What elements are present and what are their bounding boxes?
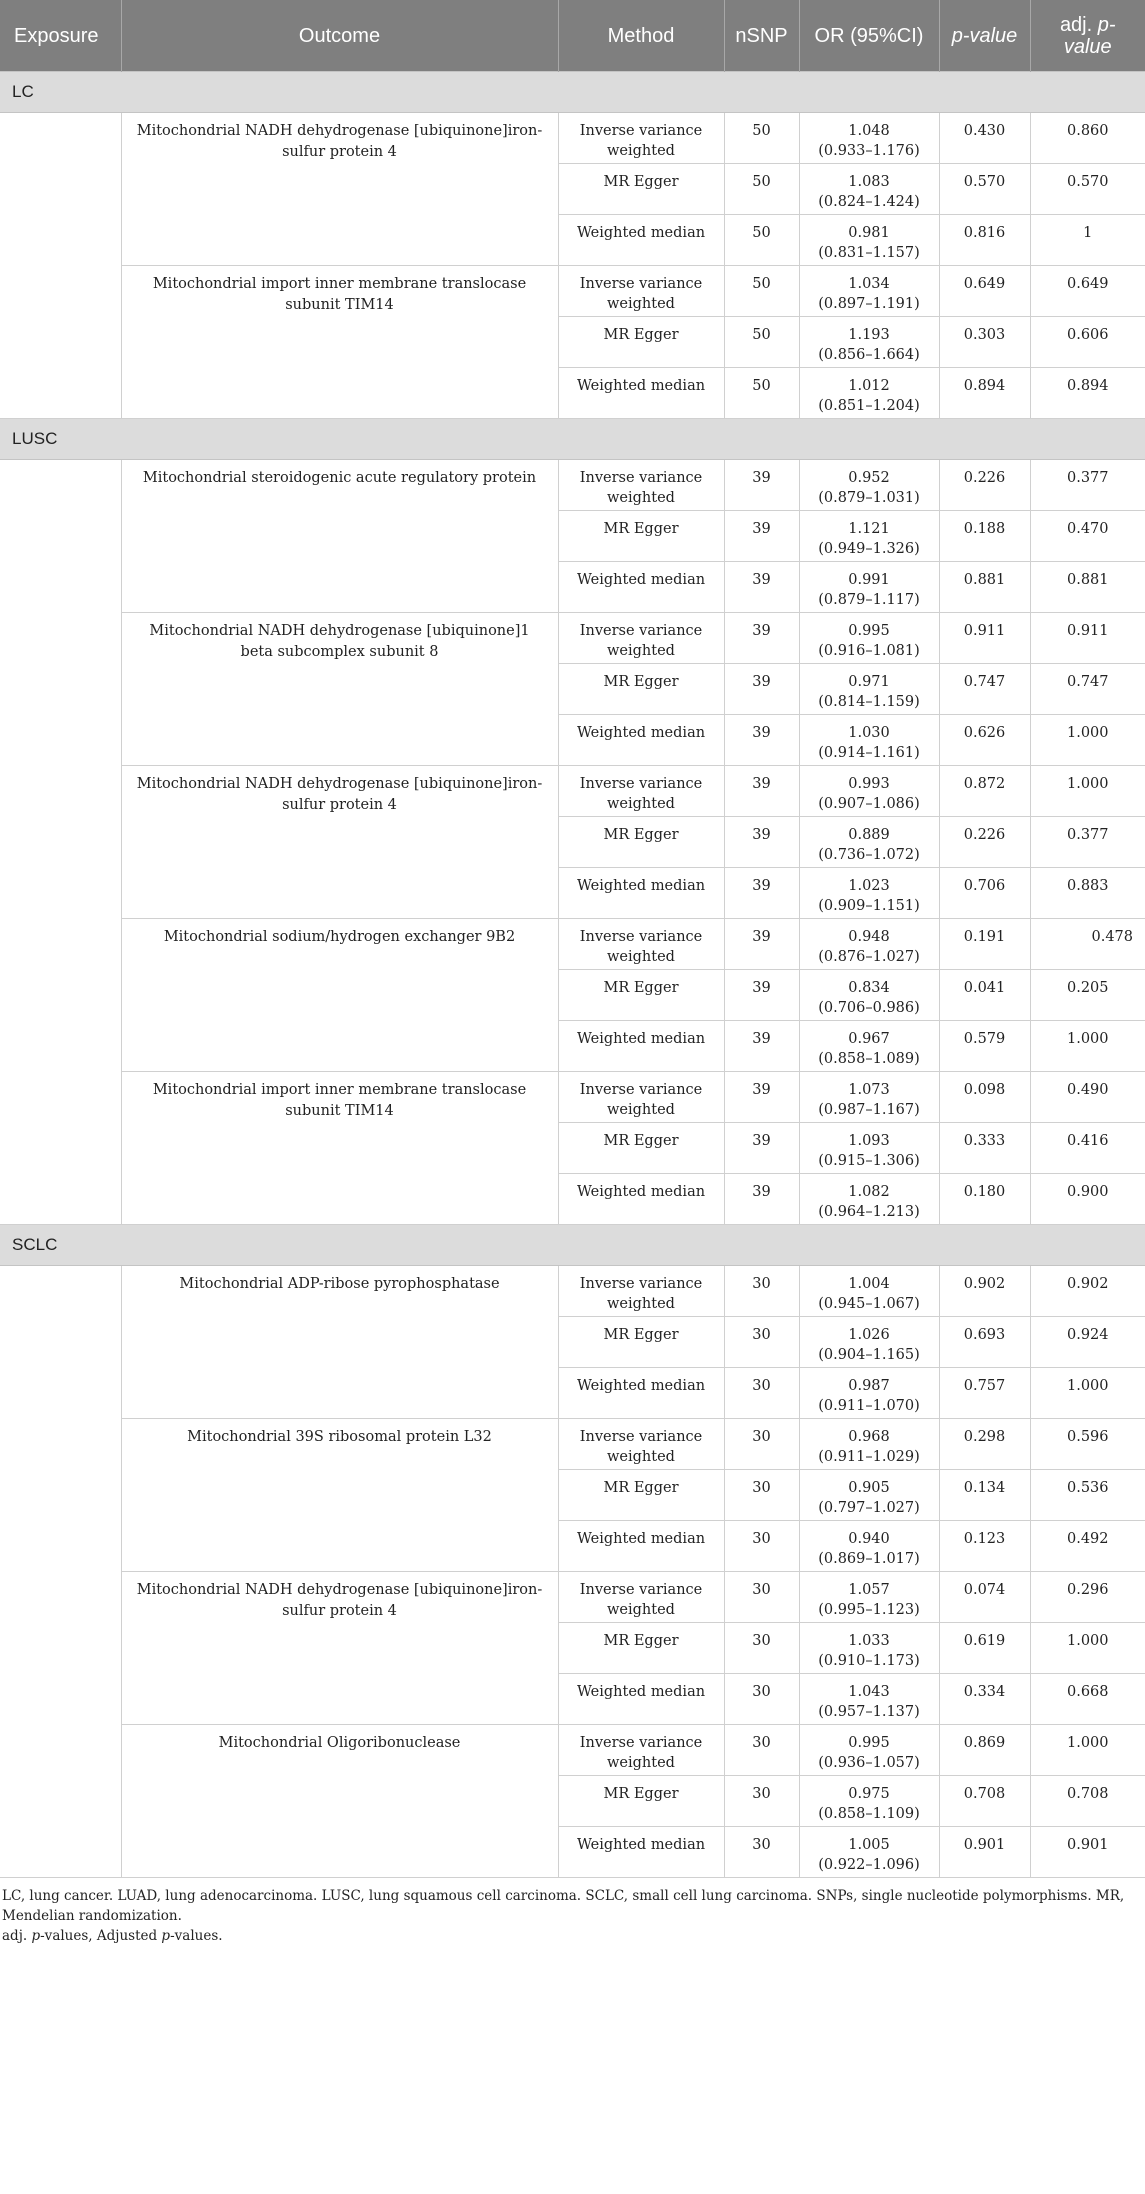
ci-value: (0.869–1.017) <box>818 1551 920 1567</box>
or-value: 0.889 <box>848 827 890 843</box>
adj-p-value-cell: 0.881 <box>1030 562 1145 613</box>
adj-p-value-cell: 0.377 <box>1030 460 1145 511</box>
or-value: 1.093 <box>848 1133 890 1149</box>
method-cell: Inverse variance weighted <box>558 266 724 317</box>
adj-p-value-cell: 0.911 <box>1030 613 1145 664</box>
p-value-cell: 0.570 <box>939 164 1030 215</box>
method-cell: Weighted median <box>558 1521 724 1572</box>
or-cell <box>799 317 939 368</box>
nsnp-cell: 30 <box>724 1674 799 1725</box>
or-cell <box>799 1827 939 1878</box>
ci-value: (0.987–1.167) <box>818 1102 920 1118</box>
p-value-cell: 0.191 <box>939 919 1030 970</box>
outcome-cell: Mitochondrial steroidogenic acute regulatory protein <box>121 460 558 613</box>
table-row <box>0 1725 1145 1776</box>
or-value: 0.940 <box>848 1531 890 1547</box>
header-nsnp: nSNP <box>724 0 799 72</box>
or-value: 1.048 <box>848 123 890 139</box>
or-cell <box>799 1419 939 1470</box>
or-cell <box>799 817 939 868</box>
method-cell: Inverse variance weighted <box>558 1072 724 1123</box>
nsnp-cell: 50 <box>724 317 799 368</box>
or-value: 1.004 <box>848 1276 890 1292</box>
section-row <box>0 1225 1145 1266</box>
method-cell: MR Egger <box>558 970 724 1021</box>
or-value: 0.987 <box>848 1378 890 1394</box>
adj-p-value-cell: 1.000 <box>1030 1725 1145 1776</box>
footnote-line-2: adj. p-values, Adjusted p-values. <box>2 1928 223 1944</box>
or-cell <box>799 266 939 317</box>
ci-value: (0.957–1.137) <box>818 1704 920 1720</box>
p-value-cell: 0.074 <box>939 1572 1030 1623</box>
nsnp-cell: 39 <box>724 817 799 868</box>
or-cell <box>799 164 939 215</box>
ci-value: (0.897–1.191) <box>818 296 920 312</box>
method-cell: MR Egger <box>558 164 724 215</box>
p-value-cell: 0.333 <box>939 1123 1030 1174</box>
exposure-cell <box>0 460 121 1225</box>
or-value: 0.991 <box>848 572 890 588</box>
or-cell <box>799 1317 939 1368</box>
or-value: 1.073 <box>848 1082 890 1098</box>
adj-p-value-cell: 1.000 <box>1030 766 1145 817</box>
or-cell <box>799 1521 939 1572</box>
or-value: 1.023 <box>848 878 890 894</box>
or-cell <box>799 1776 939 1827</box>
or-value: 0.975 <box>848 1786 890 1802</box>
or-cell <box>799 562 939 613</box>
nsnp-cell: 39 <box>724 460 799 511</box>
or-value: 1.034 <box>848 276 890 292</box>
p-value-cell: 0.706 <box>939 868 1030 919</box>
outcome-cell: Mitochondrial ADP-ribose pyrophosphatase <box>121 1266 558 1419</box>
adj-p-value-cell: 0.902 <box>1030 1266 1145 1317</box>
section-label: LUSC <box>0 419 1145 460</box>
method-cell: Inverse variance weighted <box>558 1725 724 1776</box>
p-value-cell: 0.816 <box>939 215 1030 266</box>
nsnp-cell: 30 <box>724 1623 799 1674</box>
p-value-cell: 0.894 <box>939 368 1030 419</box>
ci-value: (0.824–1.424) <box>818 194 920 210</box>
or-value: 0.967 <box>848 1031 890 1047</box>
p-value-cell: 0.579 <box>939 1021 1030 1072</box>
adj-p-value-cell: 0.570 <box>1030 164 1145 215</box>
table-row <box>0 1266 1145 1317</box>
ci-value: (0.797–1.027) <box>818 1500 920 1516</box>
method-cell: Inverse variance weighted <box>558 613 724 664</box>
p-value-cell: 0.901 <box>939 1827 1030 1878</box>
p-value-cell: 0.180 <box>939 1174 1030 1225</box>
adj-p-value-cell: 0.606 <box>1030 317 1145 368</box>
ci-value: (0.858–1.089) <box>818 1051 920 1067</box>
p-value-cell: 0.902 <box>939 1266 1030 1317</box>
or-cell <box>799 1174 939 1225</box>
exposure-cell <box>0 1266 121 1878</box>
method-cell: Inverse variance weighted <box>558 1419 724 1470</box>
or-value: 1.193 <box>848 327 890 343</box>
method-cell: Inverse variance weighted <box>558 1572 724 1623</box>
header-or: OR (95%CI) <box>799 0 939 72</box>
adj-p-value-cell: 0.747 <box>1030 664 1145 715</box>
or-cell <box>799 766 939 817</box>
or-value: 0.995 <box>848 1735 890 1751</box>
or-value: 1.005 <box>848 1837 890 1853</box>
p-value-cell: 0.911 <box>939 613 1030 664</box>
nsnp-cell: 39 <box>724 1174 799 1225</box>
adj-p-value-cell: 0.205 <box>1030 970 1145 1021</box>
nsnp-cell: 30 <box>724 1521 799 1572</box>
outcome-cell: Mitochondrial import inner membrane translocase subunit TIM14 <box>121 266 558 419</box>
table-row <box>0 266 1145 317</box>
ci-value: (0.910–1.173) <box>818 1653 920 1669</box>
nsnp-cell: 39 <box>724 613 799 664</box>
ci-value: (0.876–1.027) <box>818 949 920 965</box>
adj-p-value-cell: 1.000 <box>1030 1623 1145 1674</box>
or-value: 1.033 <box>848 1633 890 1649</box>
header-exposure: Exposure <box>0 0 121 72</box>
ci-value: (0.858–1.109) <box>818 1806 920 1822</box>
p-value-cell: 0.430 <box>939 113 1030 164</box>
nsnp-cell: 39 <box>724 919 799 970</box>
table-footnote <box>0 1878 1145 1954</box>
p-value-cell: 0.226 <box>939 817 1030 868</box>
or-value: 0.948 <box>848 929 890 945</box>
nsnp-cell: 39 <box>724 1123 799 1174</box>
adj-p-value-cell: 0.860 <box>1030 113 1145 164</box>
method-cell: MR Egger <box>558 317 724 368</box>
or-cell <box>799 868 939 919</box>
ci-value: (0.851–1.204) <box>818 398 920 414</box>
table-row <box>0 1419 1145 1470</box>
method-cell: Inverse variance weighted <box>558 460 724 511</box>
adj-p-value-cell: 0.296 <box>1030 1572 1145 1623</box>
header-method: Method <box>558 0 724 72</box>
or-value: 1.026 <box>848 1327 890 1343</box>
or-value: 0.952 <box>848 470 890 486</box>
or-value: 0.995 <box>848 623 890 639</box>
table-row <box>0 460 1145 511</box>
nsnp-cell: 39 <box>724 766 799 817</box>
or-cell <box>799 113 939 164</box>
table-row <box>0 919 1145 970</box>
nsnp-cell: 30 <box>724 1470 799 1521</box>
ci-value: (0.706–0.986) <box>818 1000 920 1016</box>
nsnp-cell: 30 <box>724 1827 799 1878</box>
method-cell: MR Egger <box>558 1317 724 1368</box>
method-cell: MR Egger <box>558 1776 724 1827</box>
or-cell <box>799 1674 939 1725</box>
adj-p-value-cell: 0.490 <box>1030 1072 1145 1123</box>
or-cell <box>799 664 939 715</box>
ci-value: (0.856–1.664) <box>818 347 920 363</box>
or-cell <box>799 1123 939 1174</box>
method-cell: Weighted median <box>558 215 724 266</box>
p-value-cell: 0.188 <box>939 511 1030 562</box>
or-cell <box>799 1572 939 1623</box>
adj-p-value-cell: 0.596 <box>1030 1419 1145 1470</box>
nsnp-cell: 50 <box>724 164 799 215</box>
ci-value: (0.922–1.096) <box>818 1857 920 1873</box>
ci-value: (0.911–1.029) <box>818 1449 920 1465</box>
ci-value: (0.831–1.157) <box>818 245 920 261</box>
nsnp-cell: 50 <box>724 266 799 317</box>
adj-p-value-cell: 0.478 <box>1030 919 1145 970</box>
outcome-cell: Mitochondrial NADH dehydrogenase [ubiquinone]iron-sulfur protein 4 <box>121 113 558 266</box>
adj-p-value-cell: 0.900 <box>1030 1174 1145 1225</box>
or-cell <box>799 1072 939 1123</box>
nsnp-cell: 50 <box>724 368 799 419</box>
exposure-cell <box>0 113 121 419</box>
outcome-cell: Mitochondrial Oligoribonuclease <box>121 1725 558 1878</box>
ci-value: (0.964–1.213) <box>818 1204 920 1220</box>
method-cell: Weighted median <box>558 715 724 766</box>
p-value-cell: 0.747 <box>939 664 1030 715</box>
nsnp-cell: 39 <box>724 562 799 613</box>
ci-value: (0.736–1.072) <box>818 847 920 863</box>
p-value-cell: 0.649 <box>939 266 1030 317</box>
nsnp-cell: 50 <box>724 215 799 266</box>
p-value-cell: 0.123 <box>939 1521 1030 1572</box>
method-cell: Weighted median <box>558 1674 724 1725</box>
or-cell <box>799 1021 939 1072</box>
ci-value: (0.814–1.159) <box>818 694 920 710</box>
or-cell <box>799 1725 939 1776</box>
adj-p-value-cell: 0.668 <box>1030 1674 1145 1725</box>
table-row <box>0 113 1145 164</box>
method-cell: Weighted median <box>558 1021 724 1072</box>
method-cell: Inverse variance weighted <box>558 766 724 817</box>
p-value-cell: 0.693 <box>939 1317 1030 1368</box>
p-value-cell: 0.303 <box>939 317 1030 368</box>
or-cell <box>799 511 939 562</box>
nsnp-cell: 50 <box>724 113 799 164</box>
adj-p-value-cell: 0.492 <box>1030 1521 1145 1572</box>
p-value-cell: 0.041 <box>939 970 1030 1021</box>
or-cell <box>799 715 939 766</box>
outcome-cell: Mitochondrial 39S ribosomal protein L32 <box>121 1419 558 1572</box>
p-value-cell: 0.298 <box>939 1419 1030 1470</box>
or-value: 0.993 <box>848 776 890 792</box>
method-cell: MR Egger <box>558 1623 724 1674</box>
outcome-cell: Mitochondrial NADH dehydrogenase [ubiquinone]iron-sulfur protein 4 <box>121 766 558 919</box>
outcome-cell: Mitochondrial import inner membrane translocase subunit TIM14 <box>121 1072 558 1225</box>
or-value: 1.121 <box>848 521 890 537</box>
adj-p-value-cell: 0.416 <box>1030 1123 1145 1174</box>
method-cell: Inverse variance weighted <box>558 1266 724 1317</box>
or-cell <box>799 919 939 970</box>
nsnp-cell: 30 <box>724 1368 799 1419</box>
method-cell: Weighted median <box>558 868 724 919</box>
p-value-cell: 0.619 <box>939 1623 1030 1674</box>
nsnp-cell: 39 <box>724 715 799 766</box>
ci-value: (0.995–1.123) <box>818 1602 920 1618</box>
or-value: 1.012 <box>848 378 890 394</box>
ci-value: (0.879–1.031) <box>818 490 920 506</box>
ci-value: (0.914–1.161) <box>818 745 920 761</box>
adj-p-value-cell: 1.000 <box>1030 1021 1145 1072</box>
nsnp-cell: 39 <box>724 970 799 1021</box>
nsnp-cell: 39 <box>724 1021 799 1072</box>
section-label: LC <box>0 72 1145 113</box>
outcome-cell: Mitochondrial sodium/hydrogen exchanger 9B2 <box>121 919 558 1072</box>
or-value: 0.981 <box>848 225 890 241</box>
method-cell: Weighted median <box>558 562 724 613</box>
or-cell <box>799 368 939 419</box>
adj-p-value-cell: 0.536 <box>1030 1470 1145 1521</box>
adj-p-value-cell: 0.377 <box>1030 817 1145 868</box>
outcome-cell: Mitochondrial NADH dehydrogenase [ubiquinone]1 beta subcomplex subunit 8 <box>121 613 558 766</box>
table-row <box>0 766 1145 817</box>
ci-value: (0.909–1.151) <box>818 898 920 914</box>
ci-value: (0.907–1.086) <box>818 796 920 812</box>
or-cell <box>799 1623 939 1674</box>
table-row <box>0 613 1145 664</box>
method-cell: MR Egger <box>558 817 724 868</box>
method-cell: Weighted median <box>558 1174 724 1225</box>
nsnp-cell: 30 <box>724 1317 799 1368</box>
table-row <box>0 1572 1145 1623</box>
ci-value: (0.911–1.070) <box>818 1398 920 1414</box>
header-adj-p-value: adj. p-value <box>1030 0 1145 72</box>
nsnp-cell: 39 <box>724 868 799 919</box>
or-value: 1.082 <box>848 1184 890 1200</box>
method-cell: Inverse variance weighted <box>558 113 724 164</box>
adj-p-value-cell: 0.470 <box>1030 511 1145 562</box>
header-p-value: p-value <box>939 0 1030 72</box>
or-value: 0.971 <box>848 674 890 690</box>
or-cell <box>799 215 939 266</box>
ci-value: (0.933–1.176) <box>818 143 920 159</box>
footnote-line-1: LC, lung cancer. LUAD, lung adenocarcinoma. LUSC, lung squamous cell carcinoma. SCLC, small cell lung carcinoma. SNPs, single nucleotide polymorphisms. MR, Mendelian randomization. <box>2 1888 1125 1924</box>
p-value-cell: 0.334 <box>939 1674 1030 1725</box>
or-value: 0.834 <box>848 980 890 996</box>
method-cell: Inverse variance weighted <box>558 919 724 970</box>
adj-p-value-cell: 0.649 <box>1030 266 1145 317</box>
method-cell: MR Egger <box>558 664 724 715</box>
p-value-cell: 0.098 <box>939 1072 1030 1123</box>
section-label: SCLC <box>0 1225 1145 1266</box>
ci-value: (0.916–1.081) <box>818 643 920 659</box>
section-row <box>0 419 1145 460</box>
method-cell: MR Egger <box>558 1470 724 1521</box>
or-value: 0.968 <box>848 1429 890 1445</box>
or-value: 1.043 <box>848 1684 890 1700</box>
header-outcome: Outcome <box>121 0 558 72</box>
method-cell: Weighted median <box>558 1827 724 1878</box>
or-value: 1.057 <box>848 1582 890 1598</box>
p-value-cell: 0.872 <box>939 766 1030 817</box>
p-value-cell: 0.134 <box>939 1470 1030 1521</box>
ci-value: (0.949–1.326) <box>818 541 920 557</box>
or-cell <box>799 460 939 511</box>
adj-p-value-cell: 0.894 <box>1030 368 1145 419</box>
p-value-cell: 0.757 <box>939 1368 1030 1419</box>
or-cell <box>799 613 939 664</box>
p-value-cell: 0.226 <box>939 460 1030 511</box>
adj-p-value-cell: 0.708 <box>1030 1776 1145 1827</box>
method-cell: Weighted median <box>558 1368 724 1419</box>
nsnp-cell: 39 <box>724 1072 799 1123</box>
ci-value: (0.936–1.057) <box>818 1755 920 1771</box>
nsnp-cell: 39 <box>724 511 799 562</box>
or-value: 1.030 <box>848 725 890 741</box>
ci-value: (0.879–1.117) <box>818 592 920 608</box>
or-value: 0.905 <box>848 1480 890 1496</box>
or-cell <box>799 1266 939 1317</box>
adj-p-value-cell: 0.901 <box>1030 1827 1145 1878</box>
adj-p-value-cell: 1.000 <box>1030 715 1145 766</box>
p-value-cell: 0.626 <box>939 715 1030 766</box>
nsnp-cell: 39 <box>724 664 799 715</box>
ci-value: (0.945–1.067) <box>818 1296 920 1312</box>
or-cell <box>799 970 939 1021</box>
method-cell: MR Egger <box>558 511 724 562</box>
adj-p-value-cell: 1 <box>1030 215 1145 266</box>
ci-value: (0.915–1.306) <box>818 1153 920 1169</box>
nsnp-cell: 30 <box>724 1725 799 1776</box>
nsnp-cell: 30 <box>724 1572 799 1623</box>
or-cell <box>799 1470 939 1521</box>
method-cell: Weighted median <box>558 368 724 419</box>
p-value-cell: 0.881 <box>939 562 1030 613</box>
outcome-cell: Mitochondrial NADH dehydrogenase [ubiquinone]iron-sulfur protein 4 <box>121 1572 558 1725</box>
nsnp-cell: 30 <box>724 1266 799 1317</box>
or-cell <box>799 1368 939 1419</box>
adj-p-value-cell: 0.883 <box>1030 868 1145 919</box>
nsnp-cell: 30 <box>724 1776 799 1827</box>
p-value-cell: 0.708 <box>939 1776 1030 1827</box>
header-row <box>0 0 1145 72</box>
table-row <box>0 1072 1145 1123</box>
nsnp-cell: 30 <box>724 1419 799 1470</box>
section-row <box>0 72 1145 113</box>
adj-p-value-cell: 0.924 <box>1030 1317 1145 1368</box>
adj-p-value-cell: 1.000 <box>1030 1368 1145 1419</box>
method-cell: MR Egger <box>558 1123 724 1174</box>
p-value-cell: 0.869 <box>939 1725 1030 1776</box>
ci-value: (0.904–1.165) <box>818 1347 920 1363</box>
or-value: 1.083 <box>848 174 890 190</box>
